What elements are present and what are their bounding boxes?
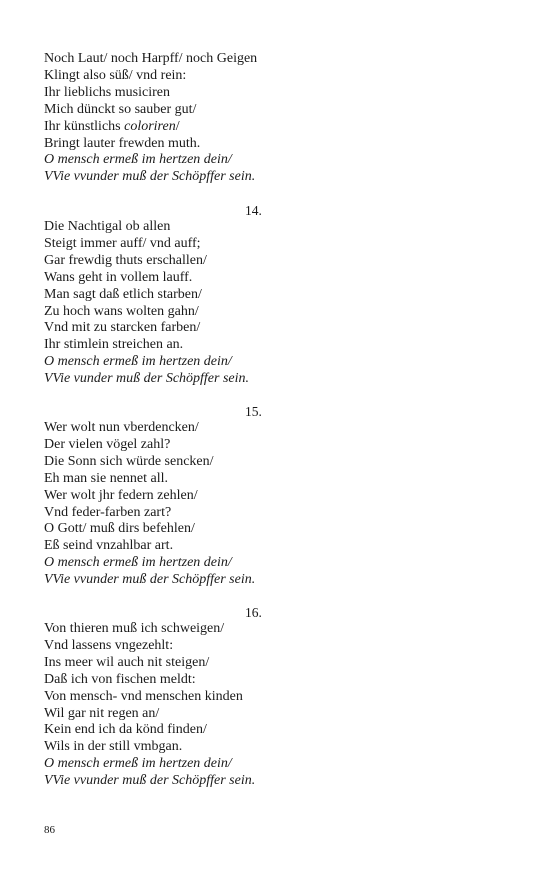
verse-line: Wer wolt jhr federn zehlen/ [44, 487, 198, 503]
refrain-line: O mensch ermeß im hertzen dein/ [44, 354, 232, 370]
verse-line: Vnd feder-farben zart? [44, 504, 172, 520]
stanza-13 [44, 51, 504, 186]
verse-line: Noch Laut/ noch Harpff/ noch Geigen [44, 51, 258, 66]
verse-line: Steigt immer auff/ vnd auff; [44, 235, 201, 251]
verse-line: Wils in der still vmbgan. [44, 739, 183, 755]
verse-line: O Gott/ muß dirs befehlen/ [44, 521, 195, 537]
stanza-14 [44, 219, 504, 388]
stanza-number-15: 15. [245, 404, 262, 419]
verse-line: Bringt lauter frewden muth. [44, 135, 201, 151]
verse-line: Wil gar nit regen an/ [44, 705, 160, 721]
verse-line: Ihr lieblichs musiciren [44, 84, 170, 100]
stanza-16 [44, 621, 504, 790]
verse-line: Gar frewdig thuts erschallen/ [44, 252, 207, 268]
verse-line: Eh man sie nennet all. [44, 470, 169, 486]
verse-line: Mich dünckt so sauber gut/ [44, 101, 197, 117]
verse-line: Wans geht in vollem lauff. [44, 269, 193, 285]
verse-line: Von thieren muß ich schweigen/ [44, 621, 225, 636]
verse-line: Ins meer wil auch nit steigen/ [44, 654, 210, 670]
verse-line: Die Sonn sich würde sencken/ [44, 453, 214, 469]
refrain-line: O mensch ermeß im hertzen dein/ [44, 756, 232, 772]
verse-line: Vnd lassens vngezehlt: [44, 637, 174, 653]
refrain-line: VVie vvunder muß der Schöpffer sein. [44, 169, 256, 185]
refrain-line: VVie vvunder muß der Schöpffer sein. [44, 773, 256, 789]
verse-line: Ihr stimlein streichen an. [44, 337, 184, 353]
verse-line: Man sagt daß etlich starben/ [44, 286, 202, 302]
stanza-number-14: 14. [245, 203, 262, 218]
verse-emphasis: coloriren [124, 118, 176, 134]
page-number: 86 [44, 824, 55, 836]
verse-line: Zu hoch wans wolten gahn/ [44, 303, 199, 319]
refrain-line: VVie vvunder muß der Schöpffer sein. [44, 572, 256, 588]
verse-line: Wer wolt nun vberdencken/ [44, 420, 199, 435]
stanza-number-16: 16. [245, 605, 262, 620]
verse-line: Vnd mit zu starcken farben/ [44, 320, 201, 336]
stanza-15 [44, 420, 504, 589]
refrain-line: O mensch ermeß im hertzen dein/ [44, 555, 232, 571]
verse-text-tail: / [175, 118, 180, 134]
verse-line: Von mensch- vnd menschen kinden [44, 688, 243, 704]
verse-line [44, 119, 504, 136]
verse-line: Daß ich von fischen meldt: [44, 671, 196, 687]
verse-line: Klingt also süß/ vnd rein: [44, 67, 187, 83]
verse-line: Der vielen vögel zahl? [44, 436, 171, 452]
refrain-line: VVie vunder muß der Schöpffer sein. [44, 371, 250, 387]
verse-line: Die Nachtigal ob allen [44, 219, 171, 234]
verse-line: Kein end ich da könd finden/ [44, 722, 207, 738]
verse-line: Eß seind vnzahlbar art. [44, 538, 174, 554]
verse-text: Ihr künstlichs [44, 118, 125, 134]
refrain-line: O mensch ermeß im hertzen dein/ [44, 152, 232, 168]
